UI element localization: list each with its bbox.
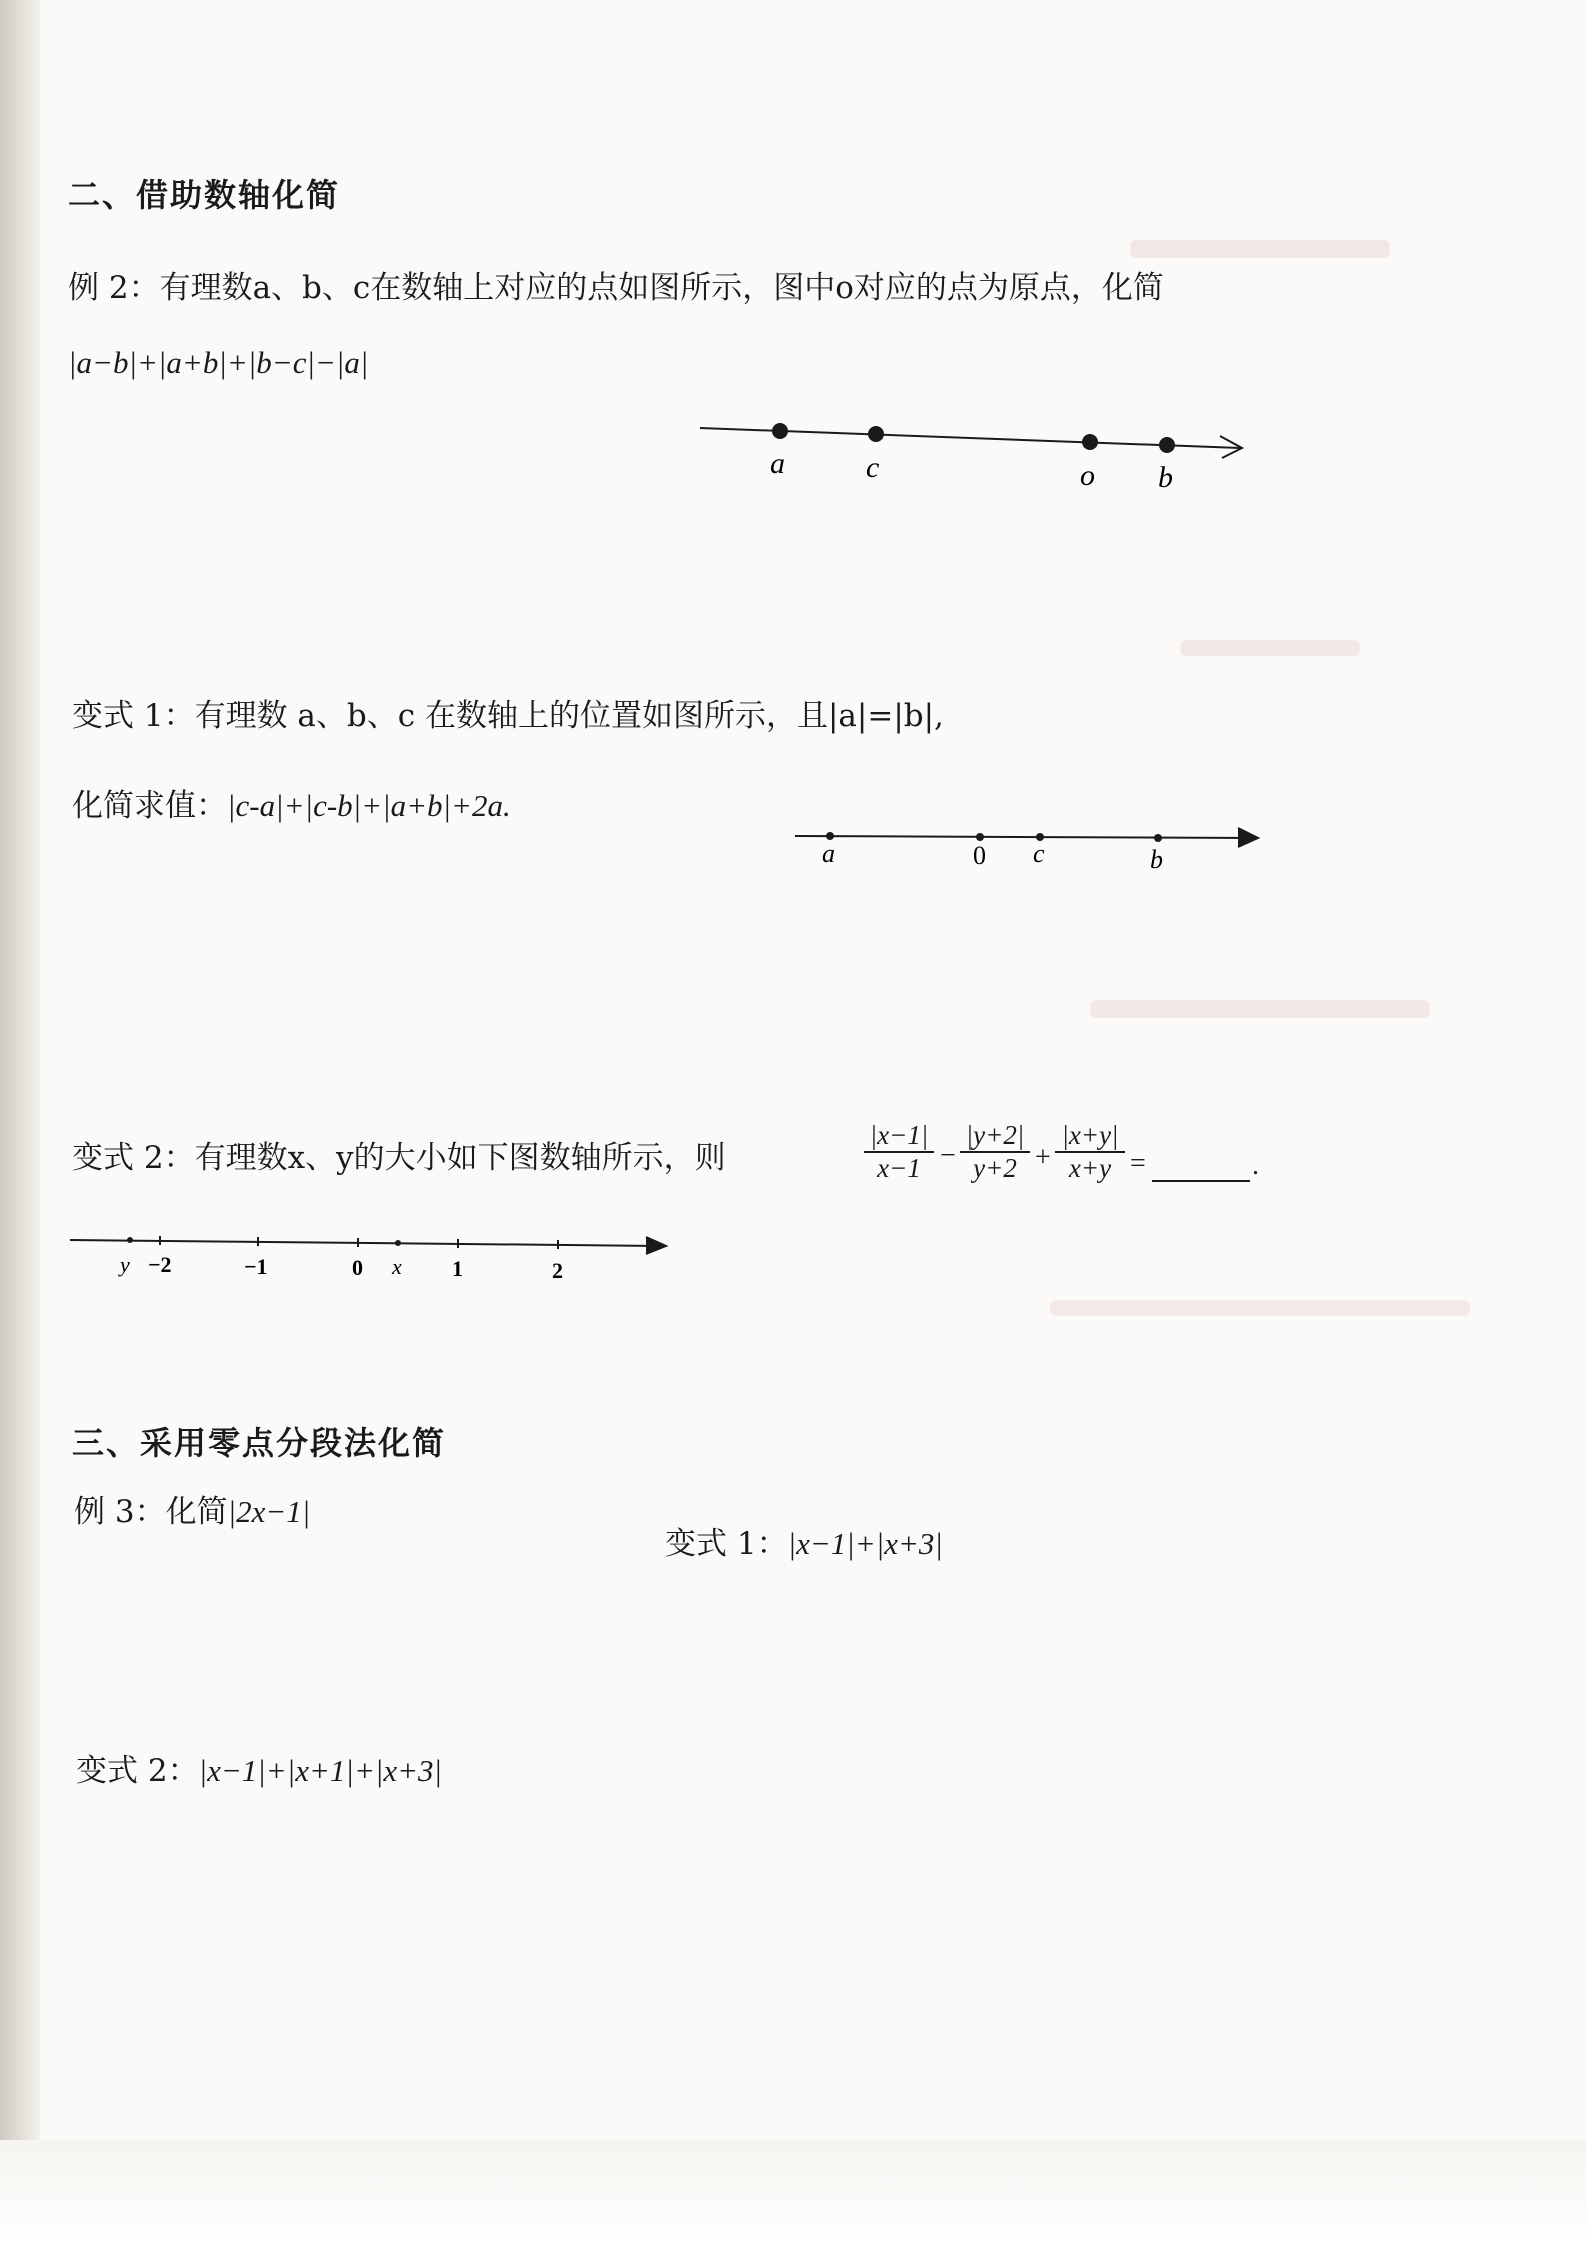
point-y xyxy=(127,1237,133,1243)
variant2-label: 变式 2： xyxy=(72,1140,195,1176)
axis-arrow xyxy=(646,1237,666,1254)
fraction-1-numerator: |x−1| xyxy=(864,1120,934,1153)
label-2: 2 xyxy=(552,1258,563,1283)
section3-heading: 三、采用零点分段法化简 xyxy=(72,1424,447,1462)
section3-variant1-expr: |x−1|+|x+3| xyxy=(787,1526,943,1561)
section3-variant1-line xyxy=(665,1518,943,1563)
variant1-line1 xyxy=(72,690,944,735)
variant1-label: 变式 1： xyxy=(72,698,195,734)
point-b xyxy=(1154,834,1162,842)
label-a: a xyxy=(822,839,835,868)
number-line-variant2 xyxy=(68,1228,678,1298)
number-line-variant1 xyxy=(790,820,1270,900)
axis-line xyxy=(70,1240,663,1246)
bleed-through-mark xyxy=(1090,1000,1430,1018)
variant2-line xyxy=(72,1132,726,1177)
operator-minus: − xyxy=(940,1140,956,1171)
variant1-line2-label: 化简求值： xyxy=(72,788,227,824)
axis-line xyxy=(795,836,1255,838)
fraction-2 xyxy=(960,1120,1030,1184)
example3-label: 例 3：化简 xyxy=(74,1494,228,1530)
example3-expr: |2x−1| xyxy=(227,1494,311,1529)
fraction-3-numerator: |x+y| xyxy=(1055,1120,1125,1153)
answer-blank[interactable] xyxy=(1152,1180,1250,1182)
label-b: b xyxy=(1158,461,1173,494)
point-x xyxy=(395,1240,401,1246)
label-b: b xyxy=(1150,845,1163,874)
label-neg2: −2 xyxy=(148,1252,172,1277)
label-neg1: −1 xyxy=(244,1254,268,1279)
example3-line xyxy=(74,1486,310,1531)
section3-variant2-expr: |x−1|+|x+1|+|x+3| xyxy=(198,1753,443,1788)
variant1-text: 有理数 a、b、c 在数轴上的位置如图所示，且|a|=|b|, xyxy=(194,698,944,734)
example2-label: 例 2： xyxy=(68,270,160,306)
label-o: o xyxy=(1080,459,1095,492)
point-b xyxy=(1159,437,1175,453)
label-a: a xyxy=(770,447,785,480)
point-a xyxy=(772,423,788,439)
label-0: 0 xyxy=(352,1255,363,1280)
number-line-example2 xyxy=(690,400,1250,500)
example2-line xyxy=(68,262,1164,307)
bleed-through-mark xyxy=(1050,1300,1470,1316)
point-c xyxy=(868,426,884,442)
page-edge-shadow xyxy=(0,0,40,2244)
bleed-through-mark xyxy=(1180,640,1360,656)
point-0 xyxy=(976,833,984,841)
fraction-2-numerator: |y+2| xyxy=(960,1120,1030,1153)
bleed-through-mark xyxy=(1130,240,1390,258)
example2-expression: |a−b|+|a+b|+|b−c|−|a| xyxy=(68,345,369,380)
label-0: 0 xyxy=(973,841,986,870)
fraction-1 xyxy=(864,1120,934,1184)
variant1-line2-expr: |c-a|+|c-b|+|a+b|+2a. xyxy=(227,788,511,823)
point-o xyxy=(1082,434,1098,450)
fraction-2-denominator: y+2 xyxy=(973,1153,1017,1183)
operator-plus: + xyxy=(1035,1142,1051,1173)
label-c: c xyxy=(1033,839,1045,868)
section3-variant2-line xyxy=(76,1745,442,1790)
label-y: y xyxy=(120,1252,130,1277)
fraction-3-denominator: x+y xyxy=(1068,1153,1112,1183)
variant2-text: 有理数x、y的大小如下图数轴所示，则 xyxy=(194,1140,726,1176)
axis-arrow xyxy=(1238,828,1258,847)
label-x: x xyxy=(392,1254,402,1279)
fraction-3 xyxy=(1055,1120,1125,1184)
label-1: 1 xyxy=(452,1256,463,1281)
fraction-1-denominator: x−1 xyxy=(877,1153,921,1183)
period: . xyxy=(1252,1150,1259,1181)
label-c: c xyxy=(866,451,880,484)
page-bottom-area xyxy=(0,2140,1586,2244)
section2-heading: 二、借助数轴化简 xyxy=(68,176,341,214)
example2-text: 有理数a、b、c在数轴上对应的点如图所示，图中o对应的点为原点，化简 xyxy=(159,270,1164,306)
section3-variant2-label: 变式 2： xyxy=(76,1753,199,1789)
variant1-line2 xyxy=(72,780,511,825)
section3-variant1-label: 变式 1： xyxy=(665,1526,788,1562)
equals-sign: = xyxy=(1130,1148,1146,1179)
